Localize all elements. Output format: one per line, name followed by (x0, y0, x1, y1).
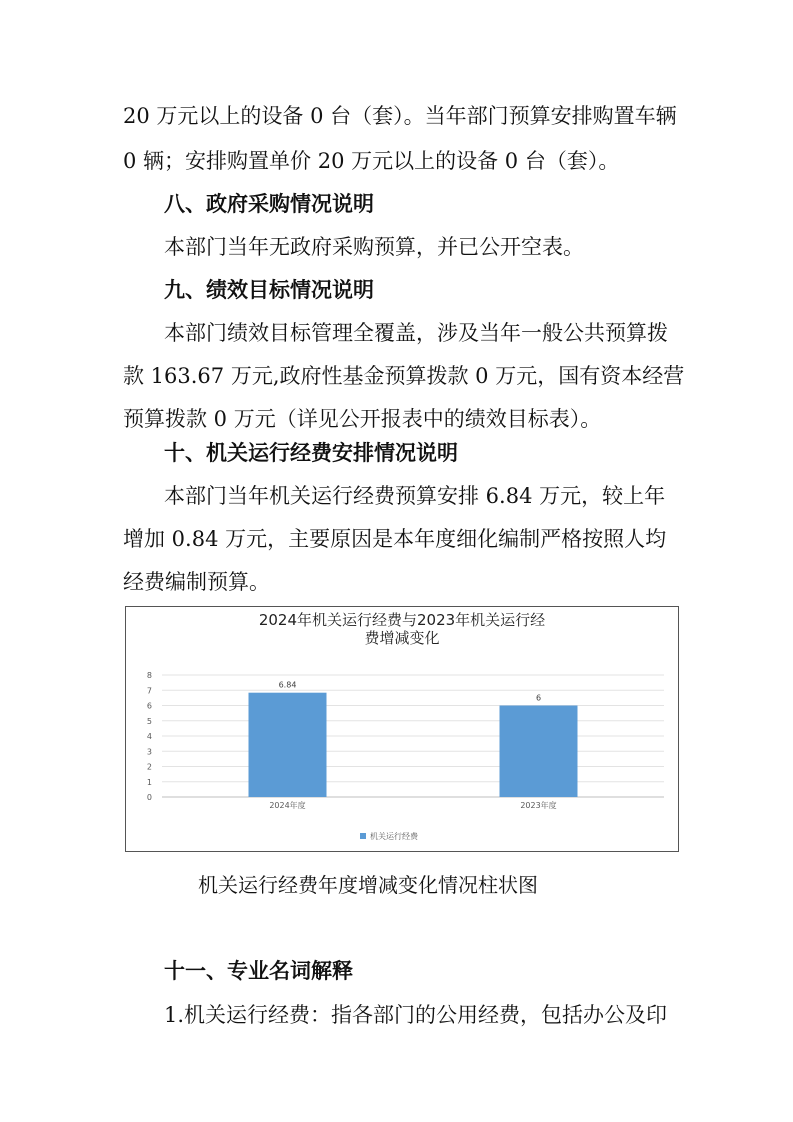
bar (249, 693, 327, 797)
data-label: 6.84 (278, 680, 297, 690)
y-tick-label: 0 (146, 793, 152, 802)
paragraph-line: 增加 0.84 万元，主要原因是本年度细化编制严格按照人均 (123, 527, 667, 551)
bar (500, 706, 578, 798)
paragraph-line: 本部门绩效目标管理全覆盖，涉及当年一般公共预算拨 (164, 321, 668, 345)
data-label: 6 (535, 693, 542, 703)
chart-plot (126, 607, 678, 851)
section-heading-8: 八、政府采购情况说明 (164, 192, 374, 216)
y-tick-label: 6 (146, 701, 152, 711)
chart-title-line-2: 费增减变化 (364, 629, 440, 647)
paragraph-line: 款 163.67 万元,政府性基金预算拨款 0 万元，国有资本经营 (123, 364, 685, 388)
y-tick-label: 8 (146, 671, 152, 680)
paragraph-line: 1.机关运行经费：指各部门的公用经费，包括办公及印 (164, 1003, 668, 1027)
y-tick-label: 1 (146, 777, 152, 787)
bar-chart (125, 606, 679, 852)
paragraph-line: 本部门当年无政府采购预算，并已公开空表。 (164, 235, 584, 259)
chart-caption: 机关运行经费年度增减变化情况柱状图 (198, 873, 538, 897)
legend-label: 机关运行经费 (370, 832, 418, 841)
y-tick-label: 5 (146, 716, 152, 726)
paragraph-line: 预算拨款 0 万元（详见公开报表中的绩效目标表）。 (123, 407, 602, 431)
paragraph-line: 0 辆；安排购置单价 20 万元以上的设备 0 台（套）。 (123, 149, 620, 173)
y-tick-label: 2 (146, 762, 152, 772)
chart-title-line-1: 2024年机关运行经费与2023年机关运行经 (258, 611, 546, 629)
y-tick-label: 4 (146, 732, 152, 741)
paragraph-line: 经费编制预算。 (123, 570, 270, 594)
y-tick-label: 7 (146, 686, 152, 696)
paragraph-line: 20 万元以上的设备 0 台（套）。当年部门预算安排购置车辆 (123, 104, 677, 128)
paragraph-line: 本部门当年机关运行经费预算安排 6.84 万元，较上年 (164, 484, 666, 508)
x-tick-label: 2024年度 (269, 801, 306, 810)
y-tick-label: 3 (146, 747, 152, 757)
x-tick-label: 2023年度 (520, 801, 557, 810)
section-heading-9: 九、绩效目标情况说明 (164, 278, 374, 302)
legend-swatch (360, 833, 366, 839)
section-heading-10: 十、机关运行经费安排情况说明 (164, 441, 458, 465)
section-heading-11: 十一、专业名词解释 (164, 959, 353, 983)
